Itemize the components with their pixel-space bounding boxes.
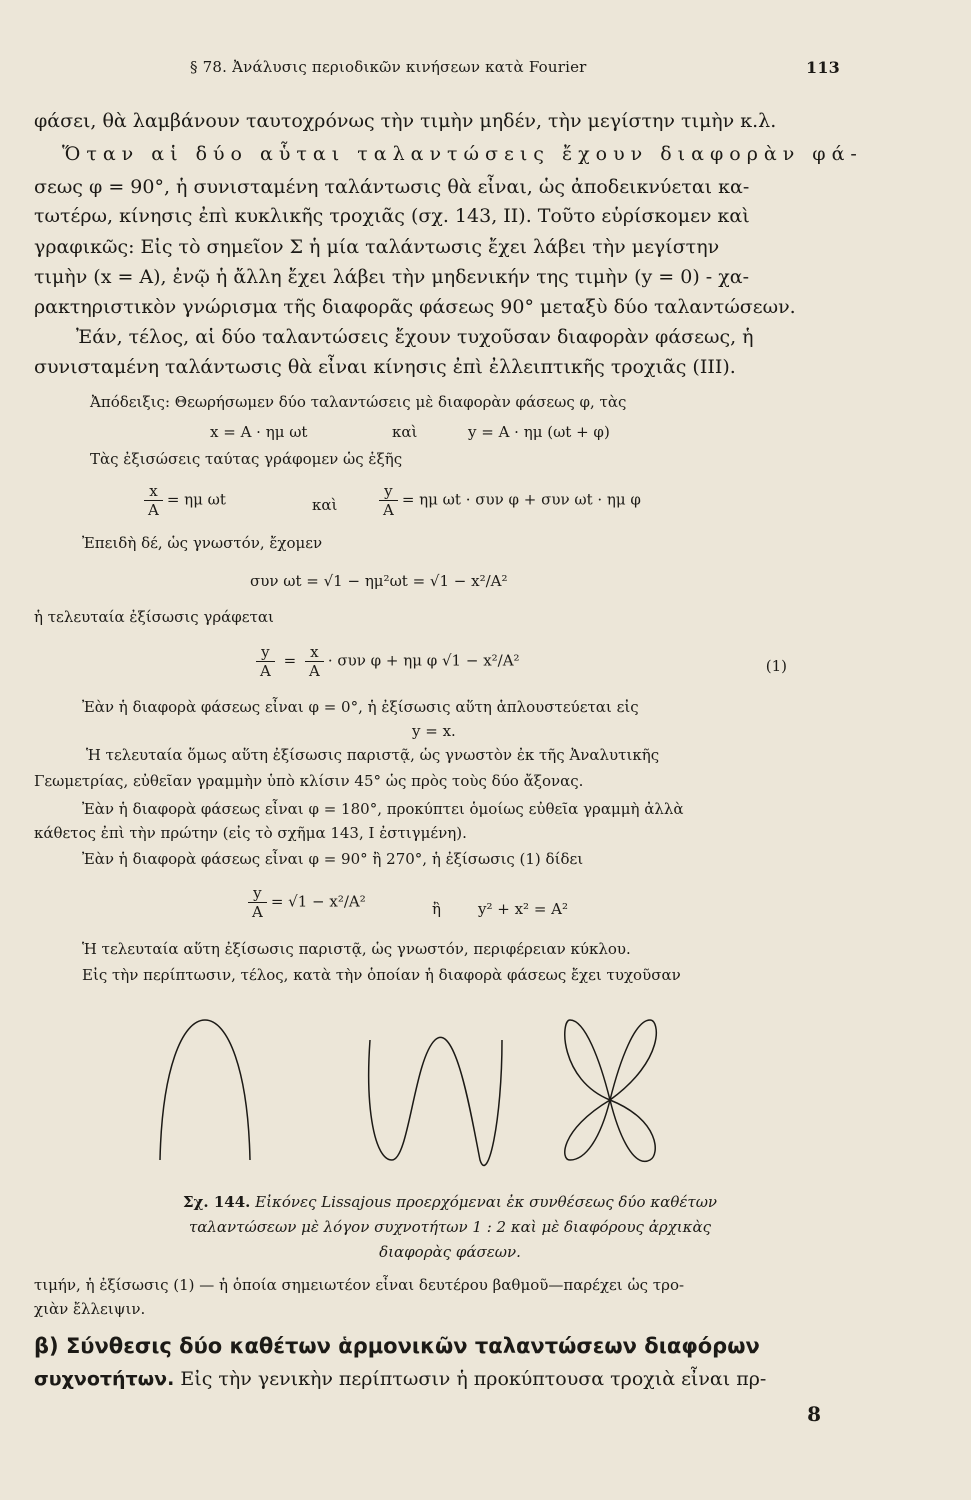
proof-intro: Ἀπόδειξις: Θεωρήσωμεν δύο ταλαντώσεις μὲ διαφορὰν φάσεως φ, τὰς	[90, 393, 627, 411]
text-line: Ἐὰν ἡ διαφορὰ φάσεως εἶναι φ = 90° ἢ 270°, ἡ ἐξίσωσις (1) δίδει	[82, 850, 584, 868]
text-line: Ὅταν αἱ δύο αὗται ταλαντώσεις ἔχουν διαφορὰν φά-	[62, 143, 863, 165]
equation-number: (1)	[765, 657, 787, 675]
text-line: κάθετος ἐπὶ τὴν πρώτην (εἰς τὸ σχῆμα 143, I ἐστιγμένη).	[34, 824, 467, 842]
signature-mark: 8	[807, 1402, 821, 1426]
text-line: Εἰς τὴν περίπτωσιν, τέλος, κατὰ τὴν ὁποίαν ἡ διαφορὰ φάσεως ἔχει τυχοῦσαν	[82, 966, 681, 984]
text-line: Τὰς ἐξισώσεις ταύτας γράφομεν ὡς ἑξῆς	[90, 450, 403, 468]
section-heading: β) Σύνθεσις δύο καθέτων ἁρμονικῶν ταλαντώσεων διαφόρων	[34, 1334, 760, 1358]
text-line: τωτέρω, κίνησις ἐπὶ κυκλικῆς τροχιᾶς (σχ. 143, II). Τοῦτο εὑρίσκομεν καὶ	[34, 205, 750, 227]
text-line: τιμὴν (x = A), ἐνῷ ἡ ἄλλη ἔχει λάβει τὴν μηδενικήν της τιμὴν (y = 0) - χα-	[34, 266, 750, 288]
equation-c: συν ωt = √1 − ημ²ωt = √1 − x²/A²	[250, 572, 508, 590]
text-line: συνισταμένη ταλάντωσις θὰ εἶναι κίνησις ἐπὶ ἐλλειπτικῆς τροχιᾶς (III).	[34, 356, 736, 378]
running-title: § 78. Ἀνάλυσις περιοδικῶν κινήσεων κατὰ Fourier	[190, 58, 587, 76]
text-line: ἡ τελευταία ἐξίσωσις γράφεται	[34, 608, 274, 626]
text-line: Ἐὰν ἡ διαφορὰ φάσεως εἶναι φ = 0°, ἡ ἐξίσωσις αὕτη ἁπλουστεύεται εἰς	[82, 698, 639, 716]
equation-and: καὶ	[312, 496, 338, 514]
text-line: Ἐάν, τέλος, αἱ δύο ταλαντώσεις ἔχουν τυχοῦσαν διαφορὰν φάσεως, ἡ	[76, 326, 754, 348]
equation-x: x = A · ημ ωt	[210, 423, 308, 441]
equation-d: $\frac{y}{A}$ = √1 − x²/A²	[244, 884, 366, 921]
text-line: Ἐὰν ἡ διαφορὰ φάσεως εἶναι φ = 180°, προκύπτει ὁμοίως εὐθεῖα γραμμὴ ἀλλὰ	[82, 800, 684, 818]
text-line: Γεωμετρίας, εὐθεῖαν γραμμὴν ὑπὸ κλίσιν 45° ὡς πρὸς τοὺς δύο ἄξονας.	[34, 772, 584, 790]
text-line: Ἐπειδὴ δέ, ὡς γνωστόν, ἔχομεν	[82, 534, 323, 552]
lissajous-curve-3	[565, 1020, 657, 1161]
text-line: χιὰν ἔλλειψιν.	[34, 1300, 146, 1318]
equation-1: $\frac{y}{A}$ = $\frac{x}{A}$ · συν φ + ημ φ √1 − x²/A²	[252, 643, 520, 680]
text-line: φάσει, θὰ λαμβάνουν ταυτοχρόνως τὴν τιμὴν μηδέν, τὴν μεγίστην τιμὴν κ.λ.	[34, 110, 777, 132]
section-line: συχνοτήτων. Εἰς τὴν γενικὴν περίπτωσιν ἡ προκύπτουσα τροχιὰ εἶναι πρ-	[34, 1368, 767, 1390]
figure-caption: Σχ. 144. Εἰκόνες Lissajous προερχόμεναι ἐκ συνθέσεως δύο καθέτων ταλαντώσεων μὲ λόγον συχνοτήτων 1 : 2 καὶ μὲ διαφόρους ἀρχικὰς διαφορὰς φάσεων.	[182, 1193, 718, 1261]
equation-y: y = A · ημ (ωt + φ)	[468, 423, 610, 441]
page-number: 113	[806, 58, 840, 77]
equation-b-left: $\frac{x}{A}$ = ημ ωt	[140, 482, 226, 519]
equation-and: καὶ	[392, 423, 418, 441]
equation-circle: y² + x² = A²	[478, 900, 569, 918]
text-line: σεως φ = 90°, ἡ συνισταμένη ταλάντωσις θὰ εἶναι, ὡς ἀποδεικνύεται κα-	[34, 176, 750, 198]
text-line: ρακτηριστικὸν γνώρισμα τῆς διαφορᾶς φάσεως 90° μεταξὺ δύο ταλαντώσεων.	[34, 296, 796, 318]
equation-b-right: $\frac{y}{A}$ = ημ ωt · συν φ + συν ωt · ημ φ	[375, 482, 641, 519]
equation-yx: y = x.	[412, 722, 456, 740]
figure-label: Σχ. 144.	[182, 1193, 251, 1211]
text-line: τιμήν, ἡ ἐξίσωσις (1) — ἡ ὁποία σημειωτέον εἶναι δευτέρου βαθμοῦ—παρέχει ὡς τρο-	[34, 1276, 685, 1294]
running-header	[190, 58, 840, 76]
lissajous-curve-2	[369, 1037, 502, 1165]
text-line: Ἡ τελευταία ὅμως αὕτη ἐξίσωσις παριστᾷ, ὡς γνωστὸν ἐκ τῆς Ἀναλυτικῆς	[86, 746, 660, 764]
text-line: γραφικῶς: Εἰς τὸ σημεῖον Σ ἡ μία ταλάντωσις ἔχει λάβει τὴν μεγίστην	[34, 236, 720, 258]
text-line: Ἡ τελευταία αὕτη ἐξίσωσις παριστᾷ, ὡς γνωστόν, περιφέρειαν κύκλου.	[82, 940, 631, 958]
lissajous-curve-1	[160, 1020, 250, 1160]
lissajous-figure	[130, 1000, 700, 1176]
equation-or: ἢ	[432, 900, 441, 918]
